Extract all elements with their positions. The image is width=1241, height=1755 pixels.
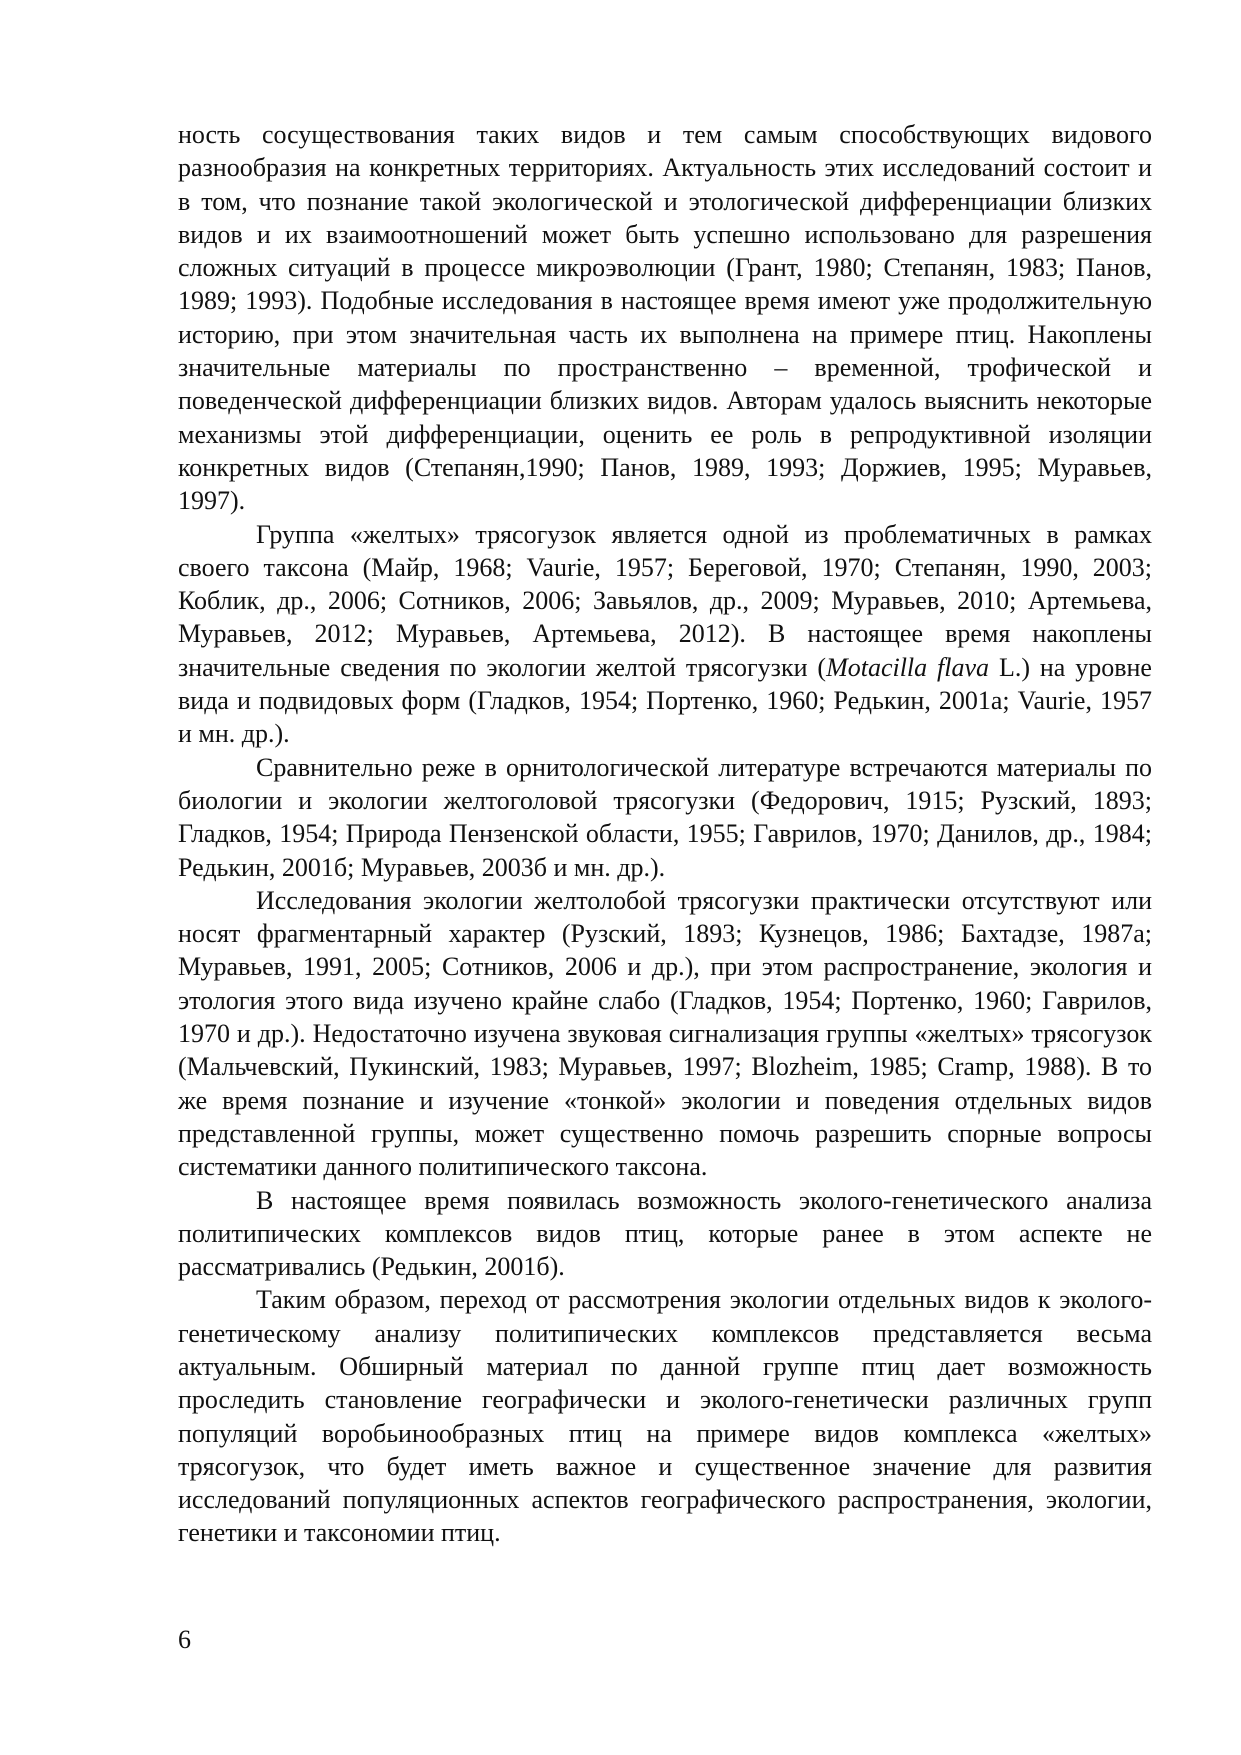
paragraph-2	[178, 518, 1152, 751]
paragraph-2-text-end: L.) на уровне вида и подвидовых форм (Гладков, 1954; Портенко, 1960; Редькин, 2001а; Vaurie, 1957 и мн. др.).	[178, 652, 1152, 749]
paragraph-2-text-start: Группа «желтых» трясогузок является одной из проблематичных в рамках своего таксона (Майр, 1968; Vaurie, 1957; Береговой, 1970; Степанян, 1990, 2003; Коблик, др., 2006; Сотников, 2006; Завьялов, др., 2009; Муравьев, 2010; Артемьева, Муравьев, 2012; Муравьев, Артемьева, 2012). В настоящее время накоплены значительные сведения по экологии желтой трясогузки (	[178, 519, 1152, 682]
paragraph-5: В настоящее время появилась возможность эколого-генетического анализа политипических комплексов видов птиц, которые ранее в этом аспекте не рассматривались (Редькин, 2001б).	[178, 1185, 1152, 1282]
body-text	[178, 118, 1152, 1550]
paragraph-3: Сравнительно реже в орнитологической литературе встречаются материалы по биологии и экологии желтоголовой трясогузки (Федорович, 1915; Рузский, 1893; Гладков, 1954; Природа Пензенской области, 1955; Гаврилов, 1970; Данилов, др., 1984; Редькин, 2001б; Муравьев, 2003б и мн. др.).	[178, 752, 1152, 882]
paragraph-1: ность сосуществования таких видов и тем самым способствующих видового разнообразия на конкретных территориях. Актуальность этих исследований состоит и в том, что познание такой экологической и этологической дифференциации близких видов и их взаимоотношений может быть успешно использовано для разрешения сложных ситуаций в процессе микроэволюции (Грант, 1980; Степанян, 1983; Панов, 1989; 1993). Подобные исследования в настоящее время имеют уже продолжительную историю, при этом значительная часть их выполнена на примере птиц. Накоплены значительные материалы по пространственно – временной, трофической и поведенческой дифференциации близких видов. Авторам удалось выяснить некоторые механизмы этой дифференциации, оценить ее роль в репродуктивной изоляции конкретных видов (Степанян,1990; Панов, 1989, 1993; Доржиев, 1995; Муравьев, 1997).	[178, 120, 1152, 516]
species-name-italic: Motacilla flava	[826, 652, 990, 682]
paragraph-6: Таким образом, переход от рассмотрения экологии отдельных видов к эколого-генетическому анализу политипических комплексов представляется весьма актуальным. Обширный материал по данной группе птиц дает возможность проследить становление географически и эколого-генетически различных групп популяций воробьинообразных птиц на примере видов комплекса «желтых» трясогузок, что будет иметь важное и существенное значение для развития исследований популяционных аспектов географического распространения, экологии, генетики и таксономии птиц.	[178, 1285, 1152, 1548]
paragraph-4: Исследования экологии желтолобой трясогузки практически отсутствуют или носят фрагментарный характер (Рузский, 1893; Кузнецов, 1986; Бахтадзе, 1987а; Муравьев, 1991, 2005; Сотников, 2006 и др.), при этом распространение, экология и этология этого вида изучено крайне слабо (Гладков, 1954; Портенко, 1960; Гаврилов, 1970 и др.). Недостаточно изучена звуковая сигнализация группы «желтых» трясогузок (Мальчевский, Пукинский, 1983; Муравьев, 1997; Blozheim, 1985; Cramp, 1988). В то же время познание и изучение «тонкой» экологии и поведения отдельных видов представленной группы, может существенно помочь разрешить спорные вопросы систематики данного политипического таксона.	[178, 885, 1152, 1182]
page-number: 6	[178, 1625, 191, 1654]
